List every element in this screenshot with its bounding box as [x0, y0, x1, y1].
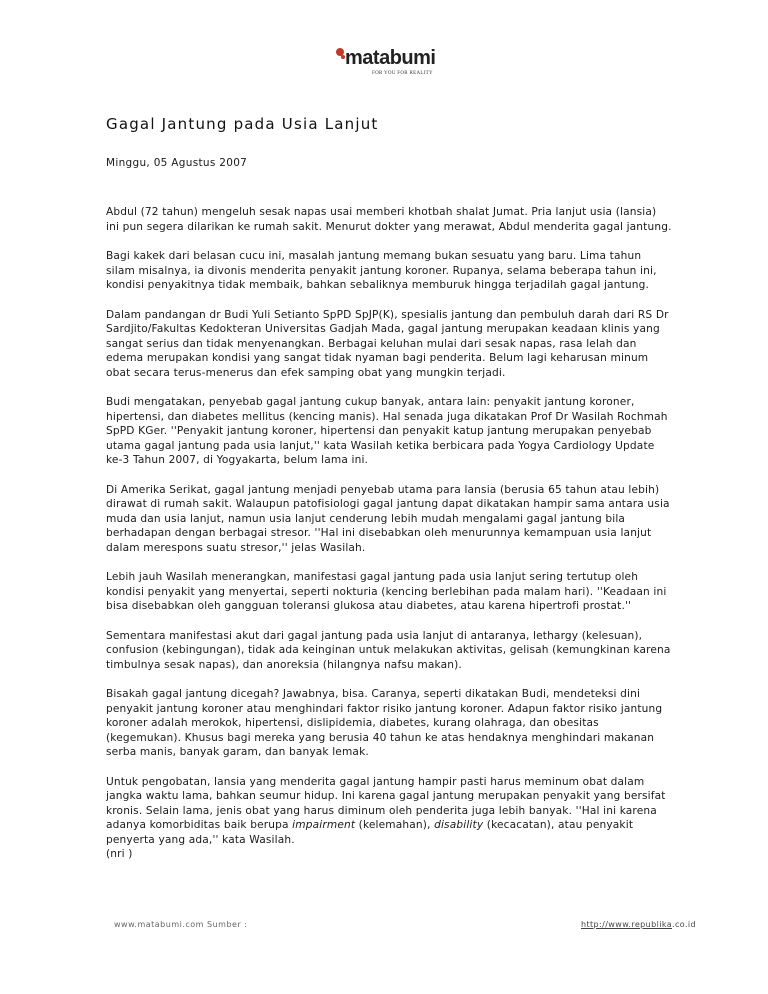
italic-term: disability — [434, 819, 484, 831]
matabumi-logo — [336, 46, 436, 86]
logo-tagline: FOR YOU FOR REALITY — [372, 71, 433, 76]
article-date: Minggu, 05 Agustus 2007 — [106, 157, 248, 169]
article-title: Gagal Jantung pada Usia Lanjut — [106, 115, 379, 133]
footer-url — [581, 920, 696, 929]
italic-term: impairment — [292, 819, 356, 831]
paragraph-text: (kelemahan), — [355, 819, 435, 831]
paragraph-last — [106, 775, 672, 862]
paragraph: Bisakah gagal jantung dicegah? Jawabnya, bisa. Caranya, seperti dikatakan Budi, mendeteksi dini penyakit jantung koroner atau menghindari faktor risiko jantung koroner. Adapun faktor risiko jantung koroner adalah merokok, hipertensi, dislipidemia, diabetes, kurang olahraga, dan obesitas (kegemukan). Khusus bagi mereka yang berusia 40 tahun ke atas hendaknya menghindari makanan serba manis, banyak garam, dan banyak lemak. — [106, 688, 663, 758]
paragraph-text: Untuk pengobatan, lansia yang menderita gagal jantung hampir pasti harus meminum obat dalam jangka waktu lama, bahkan seumur hidup. Ini karena gagal jantung merupakan penyakit yang bersifat kronis. Selain lama, jenis obat yang harus diminum oleh penderita juga lebih banyak. ''Hal ini karena adanya komorbiditas baik berupa — [106, 775, 666, 831]
paragraph: Di Amerika Serikat, gagal jantung menjadi penyebab utama para lansia (berusia 65 tahun atau lebih) dirawat di rumah sakit. Walaupun patofisiologi gagal jantung dapat dikatakan hampir sama antara usia muda dan usia lanjut, namun usia lanjut cenderung lebih mudah mengalami gagal jantung bila berhadapan dengan berbagai stresor. ''Hal ini disebabkan oleh menurunnya kemampuan usia lanjut dalam merespons suatu stresor,'' jelas Wasilah. — [106, 483, 670, 554]
paragraph: Bagi kakek dari belasan cucu ini, masalah jantung memang bukan sesuatu yang baru. Lima tahun silam misalnya, ia divonis menderita penyakit jantung koroner. Rupanya, selama beberapa tahun ini, kondisi penyakitnya tidak membaik, bahkan sebaliknya memburuk hingga terjadilah gagal jantung. — [106, 250, 657, 291]
author-signoff: (nri ) — [106, 848, 133, 860]
paragraph: Lebih jauh Wasilah menerangkan, manifestasi gagal jantung pada usia lanjut sering tertutup oleh kondisi penyakit yang menyertai, seperti nokturia (kencing berlebihan pada malam hari). ''Keadaan ini bisa disebabkan oleh gangguan toleransi glukosa atau diabetes, atau karena hipertrofi prostat.'' — [106, 571, 667, 612]
paragraph: Budi mengatakan, penyebab gagal jantung cukup banyak, antara lain: penyakit jantung koroner, hipertensi, dan diabetes mellitus (kencing manis). Hal senada juga dikatakan Prof Dr Wasilah Rochmah SpPD KGer. ''Penyakit jantung koroner, hipertensi dan penyakit katup jantung merupakan penyebab utama gagal jantung pada usia lanjut,'' kata Wasilah ketika berbicara pada Yogya Cardiology Update ke-3 Tahun 2007, di Yogyakarta, belum lama ini. — [106, 396, 668, 466]
paragraph: Dalam pandangan dr Budi Yuli Setianto SpPD SpJP(K), spesialis jantung dan pembuluh darah dari RS Dr Sardjito/Fakultas Kedokteran Universitas Gadjah Mada, gagal jantung merupakan keadaan klinis yang sangat serius dan tidak menyenangkan. Berbagai keluhan mulai dari sesak napas, rasa lelah dan edema merupakan kondisi yang sangat tidak nyaman bagi penderita. Belum lagi keharusan minum obat secara terus-menerus dan efek samping obat yang mungkin terjadi. — [106, 308, 669, 379]
paragraph-text: (kecacatan), atau penyakit penyerta yang ada,'' kata Wasilah. — [106, 819, 634, 846]
footer-source: www.matabumi.com Sumber : — [114, 920, 248, 929]
source-link-suffix: .co.id — [672, 920, 696, 929]
paragraph: Abdul (72 tahun) mengeluh sesak napas usai memberi khotbah shalat Jumat. Pria lanjut usia (lansia) ini pun segera dilarikan ke rumah sakit. Menurut dokter yang merawat, Abdul menderita gagal jantung. — [106, 206, 672, 233]
logo-text: matabumi — [345, 47, 436, 69]
paragraph: Sementara manifestasi akut dari gagal jantung pada usia lanjut di antaranya, lethargy (kelesuan), confusion (kebingungan), tidak ada keinginan untuk melakukan aktivitas, gelisah (kemungkinan karena timbulnya sesak napas), dan anoreksia (hilangnya nafsu makan). — [106, 629, 671, 671]
article-body — [106, 205, 672, 877]
source-link[interactable]: http://www.republika — [581, 920, 673, 929]
